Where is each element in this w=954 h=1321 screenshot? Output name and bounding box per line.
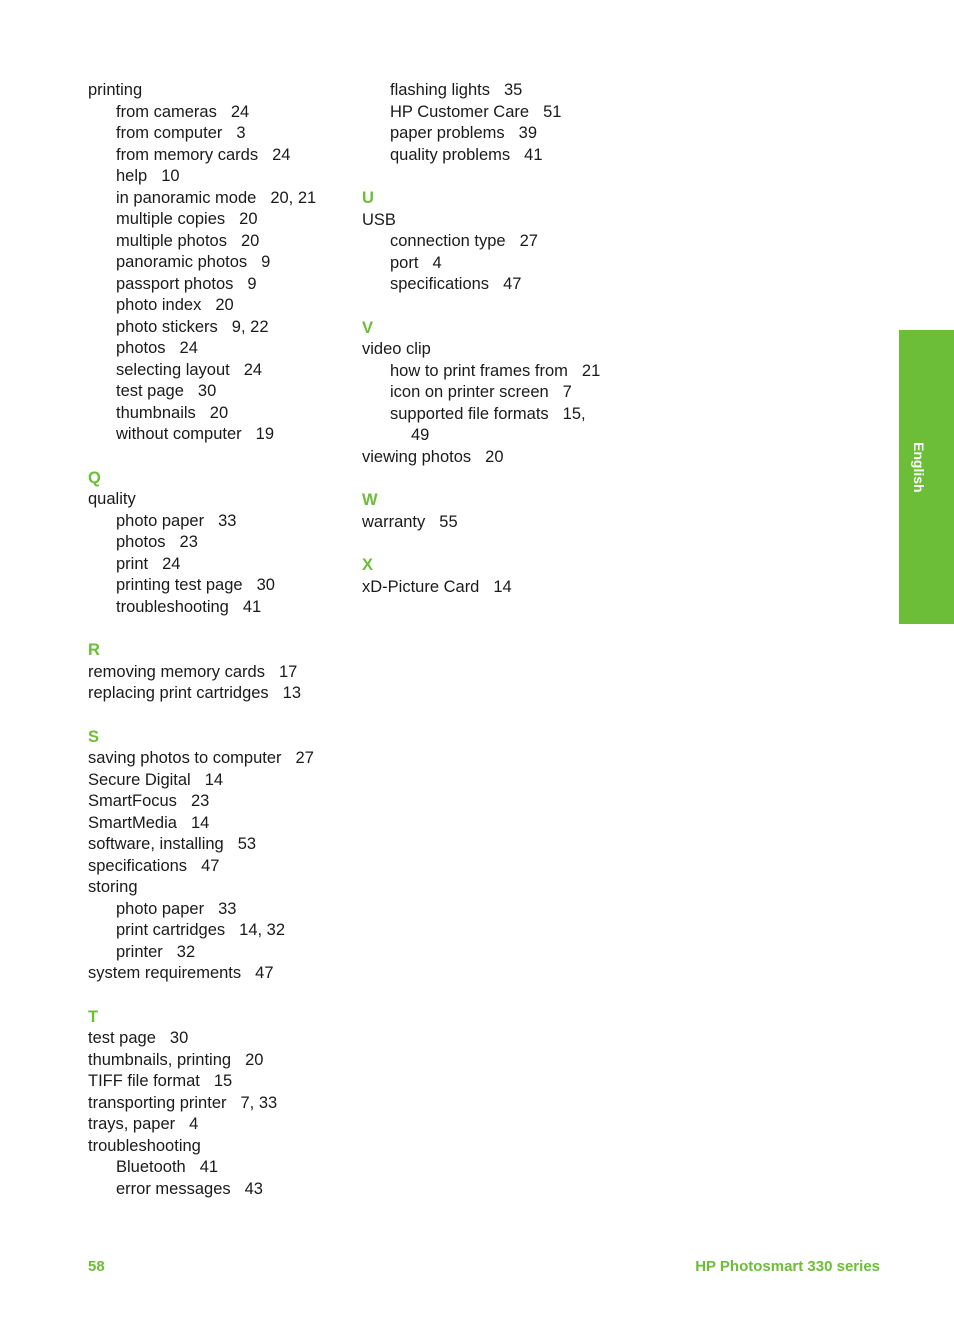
index-page-ref: 9, 22: [231, 317, 269, 336]
index-term: troubleshooting: [88, 1136, 201, 1155]
index-term: system requirements: [88, 964, 242, 982]
index-term: without computer: [116, 425, 242, 443]
index-subentry: [88, 1179, 343, 1201]
index-term: Secure Digital: [88, 770, 191, 789]
index-term: troubleshooting: [116, 597, 229, 616]
side-tab-label: English: [911, 442, 927, 493]
index-page-ref: 41: [199, 1158, 219, 1176]
index-term: TIFF file format: [88, 1072, 200, 1090]
index-term: from cameras: [116, 102, 217, 121]
index-section-letter: V: [362, 318, 374, 337]
index-term: how to print frames from: [390, 361, 568, 380]
index-page-ref: 35: [503, 81, 523, 99]
index-term: help: [116, 167, 148, 185]
index-page-ref: 10: [161, 167, 180, 185]
index-section-letter: T: [88, 1007, 99, 1026]
index-section-letter: S: [88, 727, 100, 746]
index-term: USB: [362, 210, 396, 229]
index-entry: [362, 577, 632, 599]
index-page-ref: 53: [237, 835, 257, 853]
index-page-ref: 30: [197, 382, 217, 400]
index-column-left: [88, 80, 343, 1200]
index-entry: [362, 339, 632, 361]
index-term: supported file formats: [390, 404, 549, 423]
index-page-ref: 4: [189, 1115, 199, 1133]
index-page-ref: 14: [190, 813, 210, 832]
index-page-ref: 27: [295, 749, 314, 767]
index-page-ref: 20: [209, 403, 229, 422]
index-subentry: [88, 597, 343, 619]
index-page-ref: 7, 33: [240, 1093, 278, 1112]
index-term: quality: [88, 490, 136, 508]
index-page-ref: 15,: [562, 404, 586, 423]
index-term: photo index: [116, 296, 202, 314]
index-entry: [88, 1050, 343, 1072]
index-term: photos: [116, 533, 166, 551]
index-term: printing test page: [116, 576, 243, 594]
index-page-ref: 15: [213, 1072, 233, 1090]
index-subentry: [88, 403, 343, 425]
index-term: from computer: [116, 124, 223, 142]
index-term: passport photos: [116, 274, 234, 293]
index-subentry: [88, 338, 343, 360]
index-term: thumbnails, printing: [88, 1050, 232, 1069]
index-section-letter: U: [362, 189, 374, 207]
index-column-right: [362, 80, 632, 598]
index-page-ref: 14, 32: [239, 921, 286, 939]
index-page-ref: 14: [493, 577, 512, 596]
index-entry: [88, 1071, 343, 1093]
footer-product-title: HP Photosmart 330 series: [695, 1258, 880, 1275]
index-page-ref: 27: [519, 232, 538, 250]
index-term: photos: [116, 339, 166, 357]
index-page-ref: 20: [245, 1050, 264, 1069]
index-entry: [88, 748, 343, 770]
index-subentry: [88, 360, 343, 382]
index-page-ref: 39: [518, 124, 538, 142]
index-subentry: [362, 404, 632, 426]
index-subentry: [88, 532, 343, 554]
index-subentry: [362, 253, 632, 275]
index-term: test page: [88, 1029, 156, 1047]
index-term: from memory cards: [116, 145, 259, 164]
index-subentry: [362, 274, 632, 296]
index-term: viewing photos: [362, 447, 472, 466]
index-page-ref: 47: [255, 964, 274, 982]
index-entry: [88, 80, 343, 102]
index-page-ref: 24: [243, 360, 263, 379]
index-page-ref: 7: [562, 383, 572, 401]
index-entry: [88, 791, 343, 813]
index-subentry: [362, 361, 632, 383]
index-term: photo stickers: [116, 317, 218, 336]
index-term: multiple copies: [116, 210, 226, 228]
index-subentry: [88, 317, 343, 339]
index-page-ref: 20: [240, 231, 260, 250]
index-section-letter: R: [88, 641, 100, 659]
index-term: in panoramic mode: [116, 188, 257, 207]
index-page-ref: 17: [278, 662, 298, 681]
index-term: specifications: [88, 856, 188, 875]
index-subentry: [362, 80, 632, 102]
index-term: HP Customer Care: [390, 102, 530, 121]
index-entry: [88, 770, 343, 792]
index-subentry: [362, 231, 632, 253]
index-page-ref: 24: [162, 554, 181, 573]
index-page-ref: 3: [236, 124, 246, 142]
index-entry: [88, 877, 343, 899]
index-term: error messages: [116, 1179, 231, 1198]
index-entry: [88, 1136, 343, 1158]
index-entry: [362, 447, 632, 469]
index-page-ref: 9: [247, 274, 257, 293]
index-subentry: [88, 424, 343, 446]
index-entry: [88, 489, 343, 511]
index-term: transporting printer: [88, 1093, 227, 1112]
index-term: connection type: [390, 232, 506, 250]
index-entry: [88, 1114, 343, 1136]
index-page-ref: 19: [255, 425, 275, 443]
index-term: xD-Picture Card: [362, 577, 480, 596]
index-subentry: [88, 920, 343, 942]
index-page-ref: 33: [218, 899, 237, 918]
index-page-ref: 55: [439, 512, 458, 531]
index-entry: [88, 683, 343, 705]
index-term: test page: [116, 382, 184, 400]
index-page-ref: 14: [204, 770, 224, 789]
index-subentry: [88, 123, 343, 145]
index-term: trays, paper: [88, 1115, 176, 1133]
index-page-ref: 23: [179, 533, 198, 551]
index-entry: [362, 210, 632, 232]
index-term: Bluetooth: [116, 1158, 186, 1176]
index-term: print cartridges: [116, 921, 226, 939]
index-subentry: [88, 575, 343, 597]
index-subentry: [88, 274, 343, 296]
index-page-ref: 32: [176, 942, 196, 961]
index-term: paper problems: [390, 124, 505, 142]
index-page-ref: 20: [215, 296, 234, 314]
index-term: print: [116, 554, 149, 573]
index-page-ref: 21: [581, 361, 601, 380]
index-page-ref: 20, 21: [270, 188, 317, 207]
index-subentry: [362, 145, 632, 167]
index-term: printer: [116, 942, 163, 961]
index-entry: [88, 834, 343, 856]
index-subentry: [88, 102, 343, 124]
index-page-ref: 13: [282, 684, 302, 702]
index-entry: [362, 512, 632, 534]
index-term: multiple photos: [116, 231, 227, 250]
index-page-ref: 33: [218, 511, 237, 530]
index-page-ref: 30: [256, 576, 275, 594]
index-page-ref: 9: [261, 253, 271, 271]
index-term: icon on printer screen: [390, 383, 549, 401]
index-page-ref: 23: [190, 792, 210, 810]
index-subentry: [362, 123, 632, 145]
index-subentry: [88, 381, 343, 403]
index-page-ref: 30: [169, 1029, 189, 1047]
index-term: photo paper: [116, 899, 205, 918]
index-subentry: [88, 166, 343, 188]
index-section-letter: Q: [88, 468, 101, 487]
index-term: printing: [88, 81, 143, 99]
index-section-letter: W: [362, 491, 378, 509]
index-subentry: [362, 382, 632, 404]
index-entry: [88, 1028, 343, 1050]
index-term: specifications: [390, 275, 490, 293]
index-page-ref: 20: [485, 447, 504, 466]
language-side-tab: [899, 330, 954, 624]
index-term: port: [390, 253, 419, 272]
index-subentry: [88, 231, 343, 253]
index-term: warranty: [362, 512, 426, 531]
index-term: photo paper: [116, 511, 205, 530]
index-entry: [88, 963, 343, 985]
index-term: selecting layout: [116, 360, 230, 379]
index-subentry: [88, 511, 343, 533]
index-entry: [88, 813, 343, 835]
index-subentry: [88, 942, 343, 964]
index-subentry: [88, 209, 343, 231]
index-term: storing: [88, 878, 138, 896]
index-page-ref: 41: [524, 145, 543, 164]
index-subentry: [88, 899, 343, 921]
index-section-letter: X: [362, 556, 374, 574]
index-term: video clip: [362, 340, 431, 358]
index-page-ref: 24: [179, 339, 198, 357]
index-subentry: [362, 102, 632, 124]
index-entry: [88, 1093, 343, 1115]
index-page-ref: 24: [272, 145, 291, 164]
index-term: panoramic photos: [116, 253, 248, 271]
index-subentry: [88, 145, 343, 167]
index-page-ref: 43: [244, 1179, 263, 1198]
index-term: quality problems: [390, 145, 511, 164]
index-subentry: [88, 1157, 343, 1179]
index-term: removing memory cards: [88, 662, 265, 681]
index-page-ref: 24: [230, 102, 250, 121]
index-subentry: [88, 252, 343, 274]
footer-page-number: 58: [88, 1258, 105, 1275]
index-page-ref: 51: [543, 102, 562, 121]
index-term: flashing lights: [390, 81, 490, 99]
index-term: replacing print cartridges: [88, 684, 269, 702]
index-page-ref: 49: [411, 426, 430, 444]
index-subentry: [88, 188, 343, 210]
index-page-ref: 47: [201, 856, 220, 875]
index-entry: [88, 662, 343, 684]
index-entry: [88, 856, 343, 878]
index-subentry: [88, 554, 343, 576]
index-term: thumbnails: [116, 403, 196, 422]
index-term: software, installing: [88, 835, 224, 853]
index-page-ref: 41: [242, 597, 262, 616]
index-term: saving photos to computer: [88, 749, 282, 767]
index-page-ref: 4: [432, 253, 442, 272]
index-page-ref: 47: [503, 275, 522, 293]
index-page-ref: 20: [239, 210, 258, 228]
index-term: SmartFocus: [88, 792, 177, 810]
index-term: SmartMedia: [88, 813, 177, 832]
index-subentry: [362, 425, 632, 447]
index-subentry: [88, 295, 343, 317]
